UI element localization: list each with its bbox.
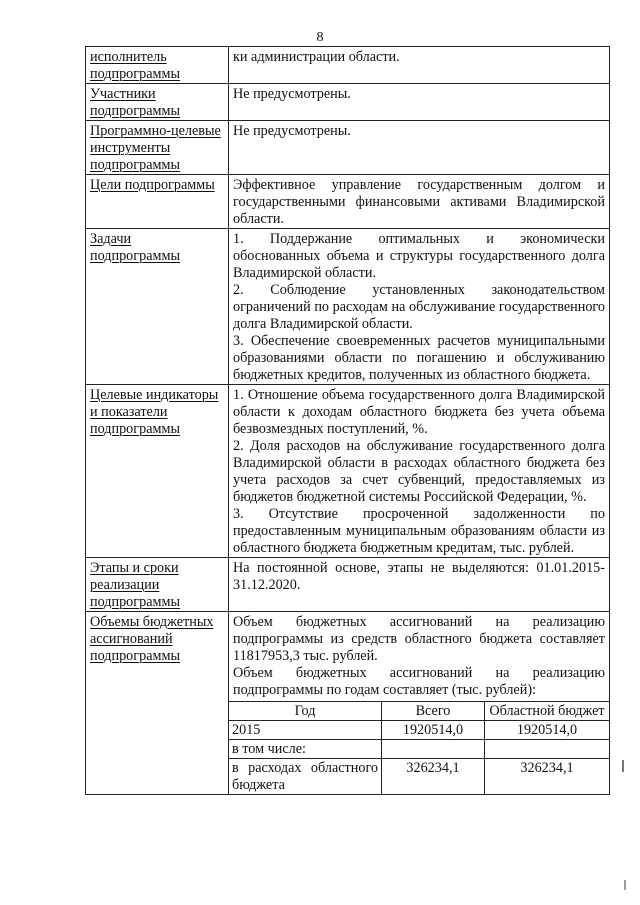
row-label-text: Задачи подпрограммы	[90, 231, 180, 264]
paragraph: Не предусмотрены.	[233, 86, 351, 102]
paragraph: ки администрации области.	[233, 49, 400, 65]
budget-row	[229, 740, 609, 759]
paragraph: 3. Обеспечение своевременных расчетов муниципальными образованиями области по погашению и обслуживанию бюджетных кредитов, полученных из областного бюджета.	[233, 333, 605, 383]
cell-total: 326234,1	[382, 759, 485, 795]
row-content	[229, 385, 610, 558]
row-label-text: Участники подпрограммы	[90, 86, 180, 119]
paragraph: 1. Поддержание оптимальных и экономически обоснованных объема и структуры государственного долга Владимирской области.	[233, 231, 605, 281]
row-label	[86, 84, 229, 121]
row-label	[86, 121, 229, 175]
row-label-text: исполнитель подпрограммы	[90, 49, 180, 82]
budget-row	[229, 759, 609, 795]
page-number: 8	[316, 30, 324, 45]
header-regional-budget: Областной бюджет	[485, 702, 610, 721]
paragraph: Объем бюджетных ассигнований на реализацию подпрограммы по годам составляет (тыс. рублей):	[233, 665, 605, 698]
row-content	[229, 229, 610, 385]
paragraph: Не предусмотрены.	[233, 123, 351, 139]
table-row	[86, 229, 610, 385]
scan-artifact	[624, 880, 626, 890]
budget-content	[229, 612, 610, 795]
row-label-text: Программно-целевые инструменты подпрограммы	[90, 123, 221, 173]
row-label-text: Цели подпрограммы	[90, 177, 215, 193]
paragraph: 2. Соблюдение установленных законодательством ограничений по расходам на обслуживание государственного долга Владимирской области.	[233, 282, 605, 332]
cell-regional: 1920514,0	[485, 721, 610, 740]
table-row	[86, 175, 610, 229]
subprogram-passport-table	[85, 46, 610, 795]
paragraph: Объем бюджетных ассигнований на реализацию подпрограммы из средств областного бюджета составляет 11817953,3 тыс. рублей.	[233, 614, 605, 664]
table-row	[86, 612, 610, 795]
cell-total: 1920514,0	[382, 721, 485, 740]
cell-year: в расходах областного бюджета	[229, 759, 382, 795]
cell-regional	[485, 740, 610, 759]
budget-header-row	[229, 702, 609, 721]
row-label	[86, 385, 229, 558]
row-content	[229, 47, 610, 84]
cell-year: в том числе:	[229, 740, 382, 759]
table-row	[86, 121, 610, 175]
cell-year: 2015	[229, 721, 382, 740]
row-label	[86, 47, 229, 84]
cell-regional: 326234,1	[485, 759, 610, 795]
row-content	[229, 121, 610, 175]
row-label-text: Объемы бюджетных ассигнований подпрограммы	[90, 614, 214, 664]
row-label	[86, 175, 229, 229]
row-content	[229, 558, 610, 612]
row-label-text: Целевые индикаторы и показатели подпрограммы	[90, 387, 219, 437]
paragraph: На постоянной основе, этапы не выделяются: 01.01.2015-31.12.2020.	[233, 560, 605, 593]
table-row	[86, 84, 610, 121]
table-row	[86, 47, 610, 84]
row-label	[86, 558, 229, 612]
row-label-text: Этапы и сроки реализации подпрограммы	[90, 560, 180, 610]
row-label	[86, 229, 229, 385]
paragraph: 3. Отсутствие просроченной задолженности по предоставленным муниципальным образованиям области из областного бюджета бюджетным кредитам, тыс. рублей.	[233, 506, 605, 556]
table-row	[86, 558, 610, 612]
budget-by-year-table	[229, 701, 609, 794]
row-content	[229, 175, 610, 229]
header-total: Всего	[382, 702, 485, 721]
table-row	[86, 385, 610, 558]
budget-row	[229, 721, 609, 740]
paragraph: 1. Отношение объема государственного долга Владимирской области к доходам областного бюджета без учета объема безвозмездных поступлений, %.	[233, 387, 605, 437]
row-label	[86, 612, 229, 795]
header-year: Год	[229, 702, 382, 721]
row-content	[229, 84, 610, 121]
paragraph: 2. Доля расходов на обслуживание государственного долга Владимирской области в расходах областного бюджета без учета расходов за счет субвенций, предоставляемых из бюджетов бюджетной системы Российской Федерации, %.	[233, 438, 605, 505]
paragraph: Эффективное управление государственным долгом и государственными финансовыми активами Владимирской области.	[233, 177, 605, 227]
scan-artifact	[622, 760, 624, 772]
cell-total	[382, 740, 485, 759]
